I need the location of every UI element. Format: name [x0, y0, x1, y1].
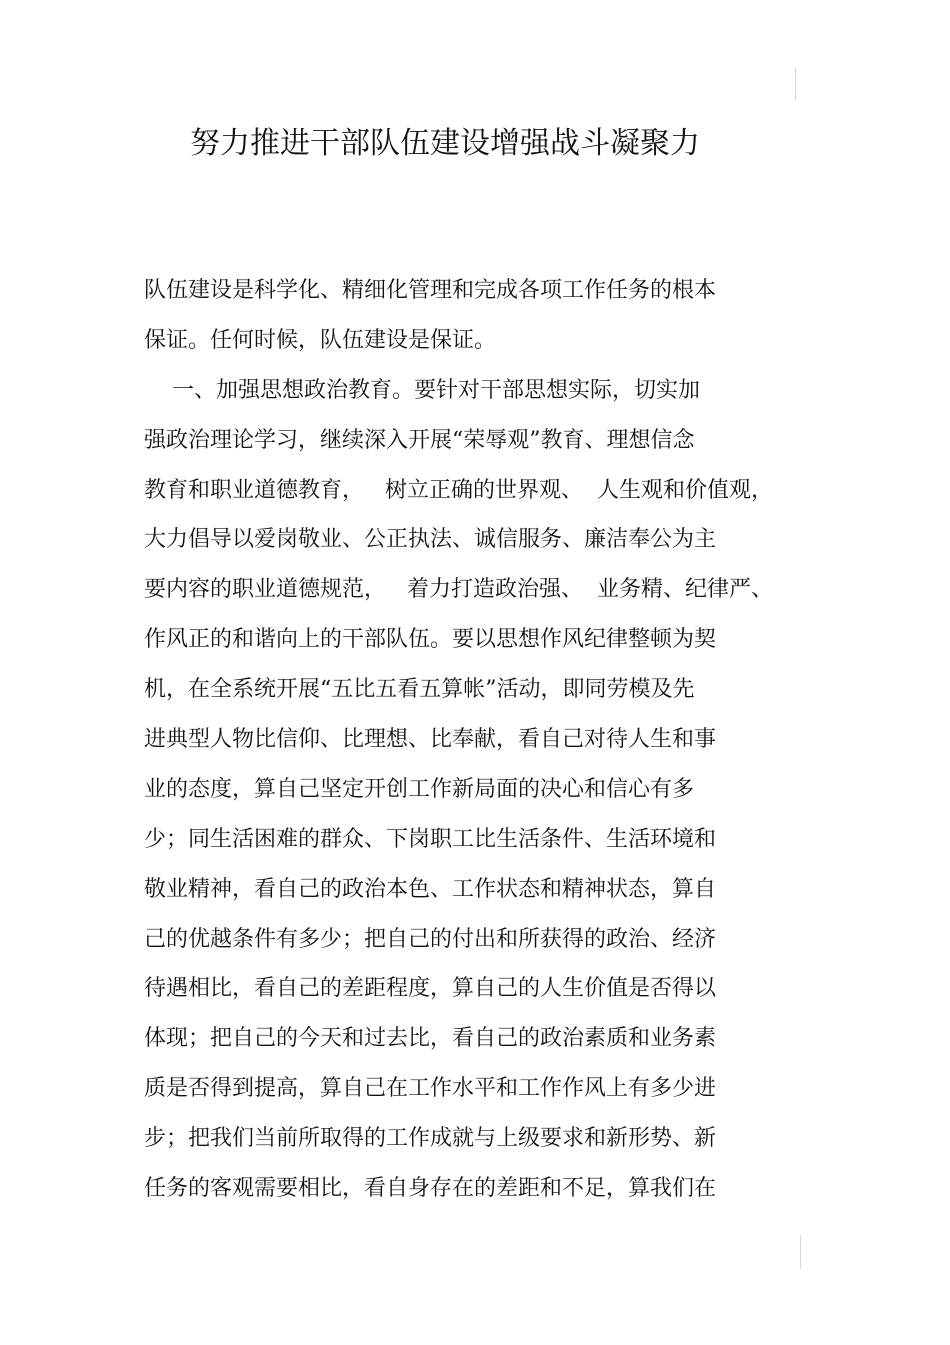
body-line: 体现；把自己的今天和过去比，看自己的政治素质和业务素 [144, 1026, 717, 1052]
body-line: 大力倡导以爱岗敬业、公正执法、诚信服务、廉洁奉公为主 [144, 527, 717, 553]
body-line: 强政治理论学习，继续深入开展“荣辱观”教育、理想信念 [144, 427, 695, 453]
body-line: 作风正的和谐向上的干部队伍。要以思想作风纪律整顿为契 [144, 627, 717, 653]
body-line: 质是否得到提高，算自己在工作水平和工作作风上有多少进 [144, 1076, 717, 1102]
crop-mark-top [795, 68, 796, 100]
body-line: 待遇相比，看自己的差距程度，算自己的人生价值是否得以 [144, 976, 717, 1002]
body-line: 机，在全系统开展“五比五看五算帐”活动，即同劳模及先 [144, 677, 695, 703]
body-line: 保证。任何时候，队伍建设是保证。 [144, 327, 497, 353]
body-line: 己的优越条件有多少；把自己的付出和所获得的政治、经济 [144, 926, 717, 952]
body-line: 业的态度，算自己坚定开创工作新局面的决心和信心有多 [144, 776, 695, 802]
body-line: 进典型人物比信仰、比理想、比奉献，看自己对待人生和事 [144, 727, 717, 753]
body-line: 敬业精神，看自己的政治本色、工作状态和精神状态，算自 [144, 876, 717, 902]
body-line: 队伍建设是科学化、精细化管理和完成各项工作任务的根本 [144, 278, 717, 303]
body-line: 少；同生活困难的群众、下岗职工比生活条件、生活环境和 [144, 826, 717, 852]
body-line: 步；把我们当前所取得的工作成就与上级要求和新形势、新 [144, 1126, 717, 1152]
crop-mark-bottom [800, 1235, 801, 1269]
body-line: 任务的客观需要相比，看自身存在的差距和不足，算我们在 [144, 1176, 717, 1202]
document-body [144, 273, 824, 1221]
document-title: 努力推进干部队伍建设增强战斗凝聚力 [190, 126, 700, 161]
body-line: 教育和职业道德教育， 树立正确的世界观、 人生观和价值观， [144, 477, 773, 503]
body-line: 一、加强思想政治教育。要针对干部思想实际，切实加 [144, 377, 700, 403]
body-line: 要内容的职业道德规范， 着力打造政治强、 业务精、纪律严、 [144, 577, 773, 603]
